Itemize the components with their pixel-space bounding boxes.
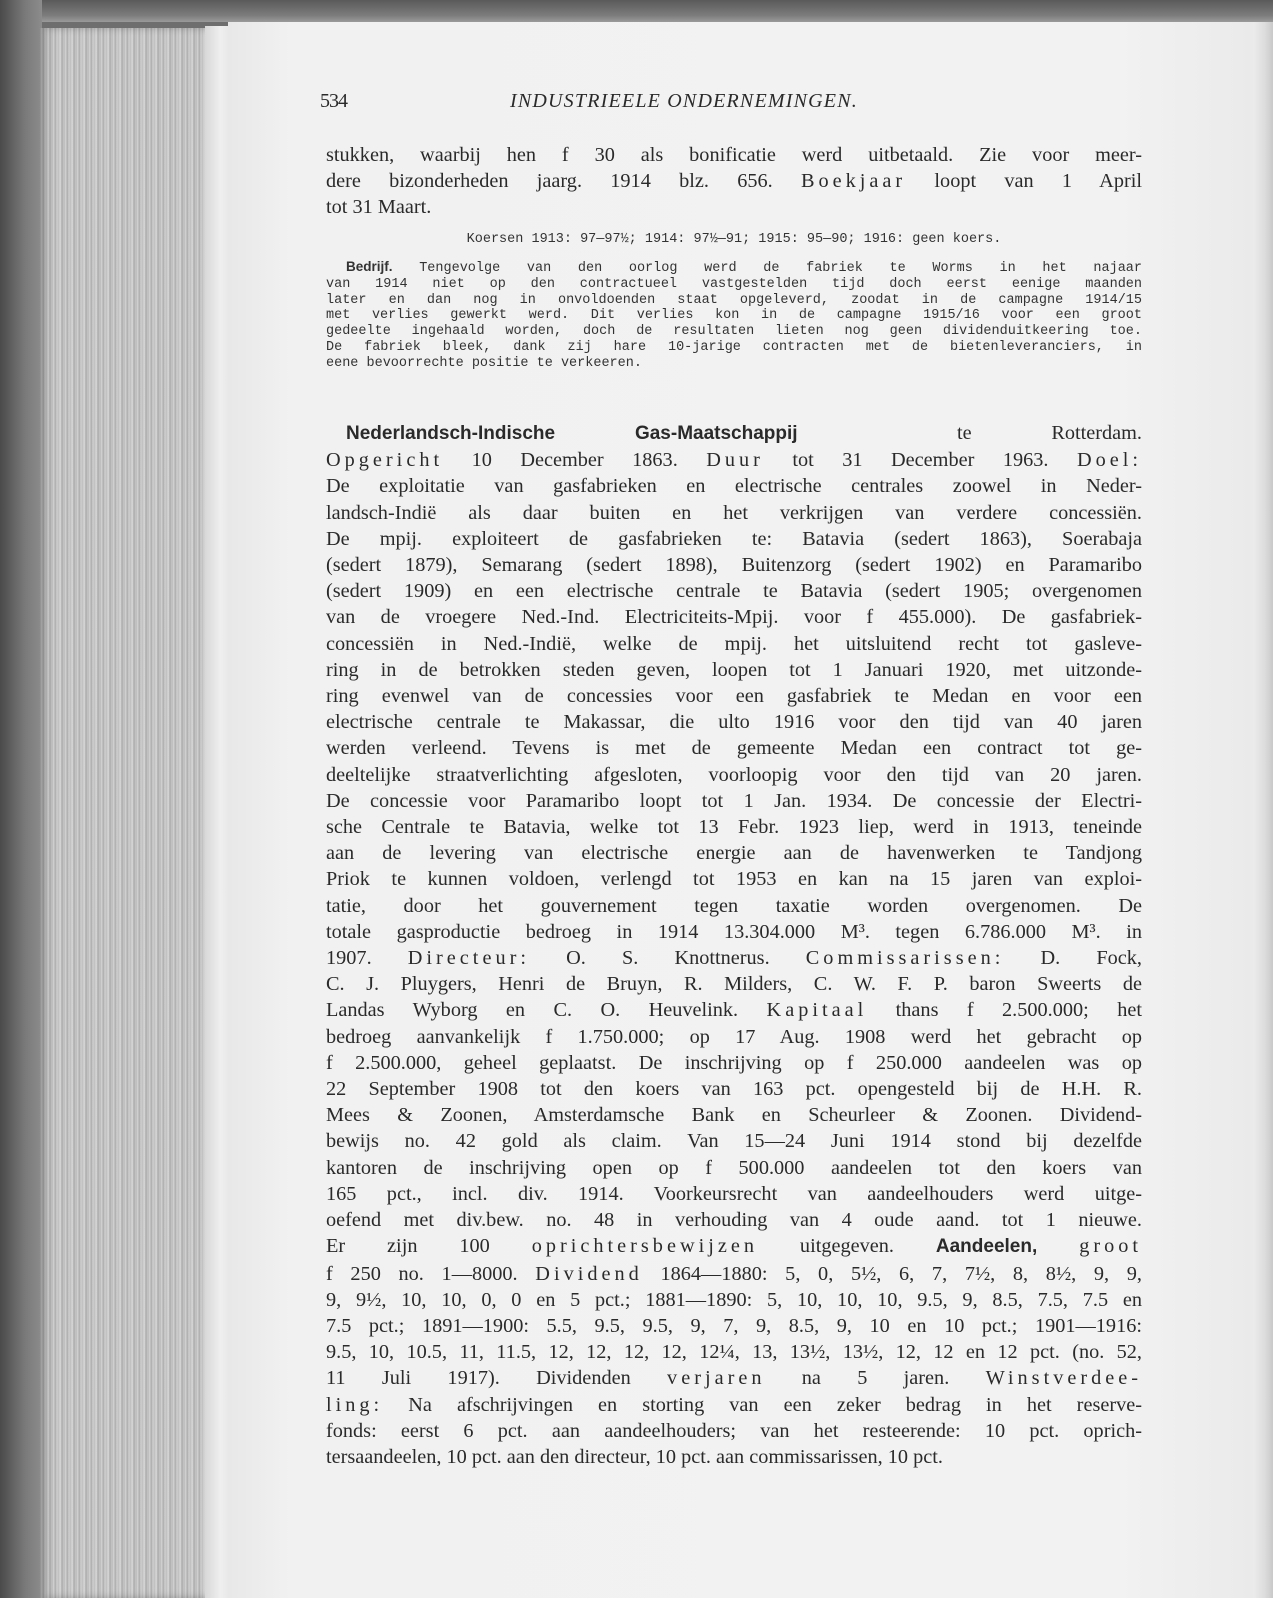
company-entry-body <box>326 447 1142 1470</box>
text-line: De exploitatie van gasfabrieken en electrische centrales zoowel in Neder- <box>326 475 1142 498</box>
text-line: 11 Juli 1917). Dividenden verjaren na 5 jaren. Winstverdee- <box>326 1367 1143 1390</box>
book-cover-edge <box>0 0 42 1598</box>
text-line: oefend met div.bew. no. 48 in verhouding van 4 oude aand. tot 1 nieuwe. <box>326 1209 1142 1232</box>
company-heading-line <box>326 420 1142 447</box>
text-line: f 250 no. 1—8000. Dividend 1864—1880: 5, 0, 5½, 6, 7, 7½, 8, 8½, 9, 9, <box>326 1262 1142 1285</box>
text-line: ling: Na afschrijvingen en storting van een zeker bedrag in het reserve- <box>326 1393 1142 1416</box>
text-line: (sedert 1909) en een electrische centrale te Batavia (sedert 1905; overgenomen <box>326 580 1142 603</box>
text-line: 7.5 pct.; 1891—1900: 5.5, 9.5, 9.5, 9, 7, 9, 8.5, 9, 10 en 10 pct.; 1901—1916: <box>326 1314 1142 1337</box>
text-line: Priok te kunnen voldoen, verlengd tot 1953 en kan na 15 jaren van exploi- <box>326 868 1142 891</box>
text-line: totale gasproductie bedroeg in 1914 13.304.000 M³. tegen 6.786.000 M³. in <box>326 920 1142 943</box>
text-line: gedeelte ingehaald worden, doch de resultaten lieten nog geen dividenduitkeering toe. <box>326 324 1142 340</box>
text-line: 9.5, 10, 10.5, 11, 11.5, 12, 12, 12, 12, 12¼, 13, 13½, 13½, 12, 12 en 12 pct. (no. 52, <box>326 1341 1142 1364</box>
koersen-line: Koersen 1913: 97—97½; 1914: 97½—91; 1915: 95—90; 1916: geen koers. <box>466 232 1002 247</box>
text-line: Mees & Zoonen, Amsterdamsche Bank en Scheurleer & Zoonen. Dividend- <box>326 1104 1142 1127</box>
text-line: bedroeg aanvankelijk f 1.750.000; op 17 Aug. 1908 werd het gebracht op <box>326 1025 1142 1048</box>
text-line: f 2.500.000, geheel geplaatst. De inschrijving op f 250.000 aandeelen was op <box>326 1051 1142 1074</box>
text-line: De fabriek bleek, dank zij hare 10-jarige contracten met de bietenleveranciers, in <box>326 339 1142 355</box>
text-line: Er zijn 100 oprichtersbewijzen uitgegeven. Aandeelen, groot <box>326 1235 1142 1258</box>
text-line: electrische centrale te Makassar, die ulto 1916 voor den tijd van 40 jaren <box>326 711 1142 734</box>
text-line: van de vroegere Ned.-Ind. Electriciteits-Mpij. voor f 455.000). De gasfabriek- <box>326 606 1142 629</box>
company-entry <box>326 420 1142 1470</box>
text-line: werden verleend. Tevens is met de gemeente Medan een contract tot ge- <box>326 737 1142 760</box>
text-line: fonds: eerst 6 pct. aan aandeelhouders; van het resteerende: 10 pct. oprich- <box>326 1419 1142 1442</box>
text-line: Opgericht 10 December 1863. Duur tot 31 December 1963. Doel: <box>326 449 1142 472</box>
page-number: 534 <box>320 90 347 112</box>
company-location: te Rotterdam. <box>956 422 1143 444</box>
text-line: (sedert 1879), Semarang (sedert 1898), Buitenzorg (sedert 1902) en Paramaribo <box>326 554 1142 577</box>
text-line: aan de levering van electrische energie aan de havenwerken te Tandjong <box>326 842 1142 865</box>
text-line: van 1914 niet op den contractueel vastgestelden tijd doch eerst eenige maanden <box>326 276 1142 292</box>
text-line: tatie, door het gouvernement tegen taxatie worden overgenomen. De <box>326 894 1142 917</box>
text-line: De concessie voor Paramaribo loopt tot 1 Jan. 1934. De concessie der Electri- <box>326 789 1142 812</box>
page-right-edge <box>1253 22 1273 1598</box>
text-line: eene bevoorrechte positie te verkeeren. <box>326 355 642 371</box>
text-line: kantoren de inschrijving open op f 500.000 aandeelen tot den koers van <box>326 1156 1142 1179</box>
text-line: deeltelijke straatverlichting afgesloten, voorloopig voor den tijd van 20 jaren. <box>326 763 1142 786</box>
text-line: De mpij. exploiteert de gasfabrieken te: Batavia (sedert 1863), Soerabaja <box>326 527 1142 550</box>
text-line: landsch-Indië als daar buiten en het verkrijgen van verdere concessiën. <box>326 501 1142 524</box>
text-line: sche Centrale te Batavia, welke tot 13 Febr. 1923 liep, werd in 1913, teneinde <box>326 816 1142 839</box>
text-line: 1907. Directeur: O. S. Knottnerus. Commissarissen: D. Fock, <box>326 947 1142 970</box>
text-line: ring in de betrokken steden geven, loopen tot 1 Januari 1920, met uitzonde- <box>326 658 1142 681</box>
text-line: stukken, waarbij hen f 30 als bonificatie werd uitbetaald. Zie voor meer- <box>326 144 1142 166</box>
book-page-stack <box>40 28 230 1598</box>
text-line: C. J. Pluygers, Henri de Bruyn, R. Milders, C. W. F. P. baron Sweerts de <box>326 973 1142 996</box>
text-line: 22 September 1908 tot den koers van 163 pct. opengesteld bij de H.H. R. <box>326 1078 1142 1101</box>
intro-paragraph <box>326 142 1142 221</box>
company-name: Nederlandsch-Indische Gas-Maatschappij <box>346 423 798 444</box>
text-line: concessiën in Ned.-Indië, welke de mpij. het uitsluitend recht tot gasleve- <box>326 632 1142 655</box>
text-line: tot 31 Maart. <box>326 196 432 219</box>
bedrijf-paragraph <box>326 259 1142 372</box>
text-line: ring evenwel van de concessies voor een gasfabriek te Medan en voor een <box>326 685 1142 708</box>
text-line: met verlies gewerkt werd. Dit verlies kon in de campagne 1915/16 voor een groot <box>326 308 1142 324</box>
running-head <box>320 90 1150 120</box>
text-line: Bedrijf. Tengevolge van den oorlog werd de fabriek te Worms in het najaar <box>346 259 1143 276</box>
text-line: tersaandeelen, 10 pct. aan den directeur, 10 pct. aan commissarissen, 10 pct. <box>326 1445 943 1468</box>
boekjaar-label: Boekjaar <box>800 170 907 193</box>
text-line: 165 pct., incl. div. 1914. Voorkeursrecht van aandeelhouders werd uitge- <box>326 1182 1142 1205</box>
bedrijf-label: Bedrijf. <box>346 259 393 274</box>
text-line: Landas Wyborg en C. O. Heuvelink. Kapitaal thans f 2.500.000; het <box>326 999 1142 1022</box>
scan-top-shadow <box>0 0 1273 22</box>
text-line: bewijs no. 42 gold als claim. Van 15—24 Juni 1914 stond bij dezelfde <box>326 1130 1142 1153</box>
text-line: 9, 9½, 10, 10, 0, 0 en 5 pct.; 1881—1890: 5, 10, 10, 10, 9.5, 9, 8.5, 7.5, 7.5 en <box>326 1288 1142 1311</box>
running-head-title: INDUSTRIEELE ONDERNEMINGEN. <box>510 90 858 112</box>
text-line: later en dan nog in onvoldoenden staat opgeleverd, zoodat in de campagne 1914/15 <box>326 292 1142 308</box>
text-line: dere bizonderheden jaarg. 1914 blz. 656. Boekjaar loopt van 1 April <box>326 170 1142 193</box>
